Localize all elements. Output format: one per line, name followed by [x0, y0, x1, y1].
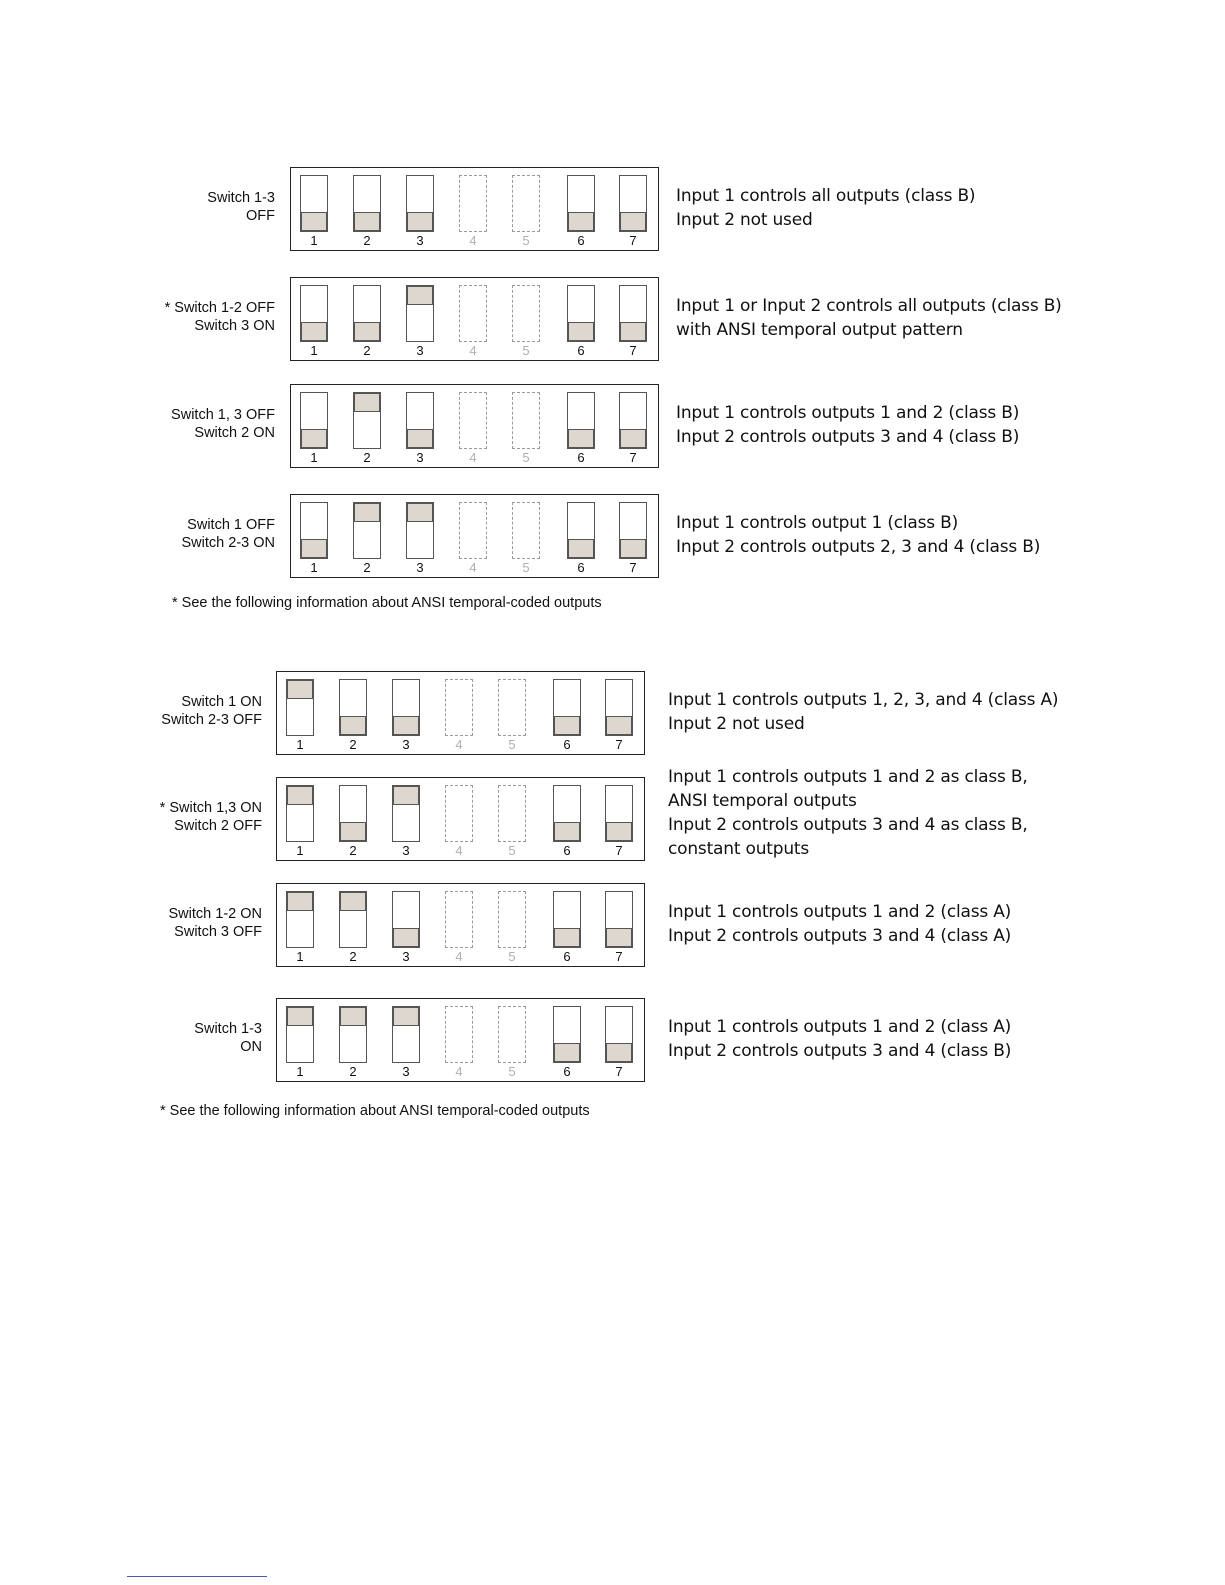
switch-number: 4	[469, 560, 477, 575]
description-line: Input 2 not used	[676, 210, 813, 230]
dip-switch-6	[553, 679, 581, 736]
description-line: Input 2 controls outputs 3 and 4 (class A)	[668, 926, 1012, 946]
setting-description	[668, 765, 1028, 861]
dip-switch-1	[286, 1006, 314, 1063]
switch-number: 1	[296, 843, 304, 858]
setting-description	[668, 900, 1011, 948]
dip-switch-7	[619, 175, 647, 232]
dip-switch-7	[605, 679, 633, 736]
switch-number: 5	[508, 737, 516, 752]
switch-number: 7	[629, 450, 637, 465]
label-line: Switch 1 ON	[181, 694, 262, 710]
label-line: Switch 2 OFF	[174, 818, 262, 834]
switch-number: 2	[349, 843, 357, 858]
switch-number: 2	[363, 343, 371, 358]
dip-switch-1	[300, 502, 328, 559]
dip-switch-block	[290, 167, 659, 251]
switch-knob-off	[620, 212, 646, 231]
setting-description	[668, 1015, 1011, 1063]
switch-number: 3	[416, 560, 424, 575]
label-line: Switch 3 ON	[194, 318, 275, 334]
switch-knob-on	[340, 1007, 366, 1026]
dip-switch-2	[353, 175, 381, 232]
switch-number: 2	[349, 737, 357, 752]
setting-description	[676, 294, 1062, 342]
dip-switch-5	[498, 785, 526, 842]
switch-knob-off	[620, 429, 646, 448]
dip-switch-6	[567, 285, 595, 342]
switch-number: 6	[577, 343, 585, 358]
switch-knob-off	[606, 1043, 632, 1062]
switch-setting-label	[171, 406, 275, 442]
switch-number: 7	[615, 949, 623, 964]
switch-knob-off	[568, 212, 594, 231]
label-line: Switch 3 OFF	[174, 924, 262, 940]
switch-knob-off	[554, 928, 580, 947]
dip-switch-4	[445, 1006, 473, 1063]
dip-switch-4	[445, 679, 473, 736]
dip-switch-3	[392, 1006, 420, 1063]
switch-knob-on	[393, 786, 419, 805]
switch-setting-label	[161, 693, 262, 729]
switch-knob-off	[301, 322, 327, 341]
dip-switch-5	[512, 392, 540, 449]
switch-knob-off	[407, 429, 433, 448]
switch-knob-on	[287, 786, 313, 805]
switch-knob-on	[393, 1007, 419, 1026]
dip-switch-3	[406, 392, 434, 449]
switch-knob-on	[354, 503, 380, 522]
dip-switch-1	[300, 285, 328, 342]
dip-switch-2	[339, 679, 367, 736]
description-line: Input 1 controls outputs 1 and 2 (class A)	[668, 1017, 1012, 1037]
dip-switch-block	[276, 883, 645, 967]
dip-switch-2	[339, 891, 367, 948]
description-line: constant outputs	[668, 839, 810, 859]
switch-number: 2	[363, 233, 371, 248]
switch-number: 5	[508, 843, 516, 858]
description-line: Input 2 controls outputs 3 and 4 (class B)	[676, 427, 1020, 447]
switch-number: 7	[615, 1064, 623, 1079]
description-line: Input 1 controls outputs 1 and 2 (class B)	[676, 403, 1020, 423]
dip-switch-4	[459, 285, 487, 342]
dip-switch-3	[406, 285, 434, 342]
dip-switch-block	[276, 777, 645, 861]
description-line: Input 1 controls output 1 (class B)	[676, 513, 959, 533]
label-line: Switch 1-3	[194, 1021, 262, 1037]
switch-knob-off	[554, 822, 580, 841]
switch-number: 1	[310, 450, 318, 465]
switch-knob-off	[354, 212, 380, 231]
dip-switch-block	[290, 384, 659, 468]
label-line: * Switch 1-2 OFF	[164, 300, 275, 316]
description-line: ANSI temporal outputs	[668, 791, 857, 811]
dip-switch-7	[605, 1006, 633, 1063]
switch-number: 4	[455, 737, 463, 752]
dip-switch-5	[498, 1006, 526, 1063]
switch-number: 6	[563, 737, 571, 752]
dip-switch-6	[553, 785, 581, 842]
switch-number: 7	[629, 233, 637, 248]
switch-knob-off	[393, 716, 419, 735]
label-line: Switch 1 OFF	[187, 517, 275, 533]
switch-knob-off	[407, 212, 433, 231]
dip-switch-3	[406, 502, 434, 559]
switch-number: 4	[469, 233, 477, 248]
switch-knob-off	[301, 429, 327, 448]
switch-number: 2	[363, 560, 371, 575]
description-line: with ANSI temporal output pattern	[676, 320, 963, 340]
switch-knob-off	[340, 716, 366, 735]
switch-knob-on	[340, 892, 366, 911]
switch-number: 1	[310, 343, 318, 358]
switch-number: 5	[508, 949, 516, 964]
switch-knob-on	[287, 1007, 313, 1026]
switch-number: 6	[577, 560, 585, 575]
switch-number: 1	[310, 560, 318, 575]
switch-knob-off	[606, 822, 632, 841]
dip-switch-1	[286, 679, 314, 736]
switch-setting-label	[160, 799, 262, 835]
dip-switch-5	[512, 285, 540, 342]
switch-number: 7	[615, 737, 623, 752]
dip-switch-3	[392, 785, 420, 842]
footnote-section-2: * See the following information about ANSI temporal-coded outputs	[160, 1103, 590, 1119]
dip-switch-3	[392, 891, 420, 948]
switch-number: 1	[296, 1064, 304, 1079]
label-line: ON	[240, 1039, 262, 1055]
switch-knob-off	[554, 1043, 580, 1062]
dip-switch-4	[459, 502, 487, 559]
switch-knob-off	[568, 539, 594, 558]
dip-switch-block	[290, 277, 659, 361]
label-line: * Switch 1,3 ON	[159, 800, 262, 816]
setting-description	[676, 401, 1019, 449]
dip-switch-7	[619, 285, 647, 342]
switch-knob-on	[407, 503, 433, 522]
dip-switch-4	[445, 891, 473, 948]
switch-number: 5	[522, 450, 530, 465]
switch-number: 4	[455, 1064, 463, 1079]
dip-switch-3	[406, 175, 434, 232]
switch-knob-on	[354, 393, 380, 412]
dip-switch-5	[498, 679, 526, 736]
switch-number: 3	[416, 450, 424, 465]
switch-number: 2	[349, 1064, 357, 1079]
switch-knob-off	[606, 928, 632, 947]
switch-number: 3	[402, 1064, 410, 1079]
switch-number: 4	[469, 450, 477, 465]
switch-number: 7	[615, 843, 623, 858]
switch-number: 1	[296, 949, 304, 964]
switch-number: 5	[508, 1064, 516, 1079]
label-line: Switch 1-3	[207, 190, 275, 206]
switch-knob-off	[620, 539, 646, 558]
switch-number: 3	[402, 737, 410, 752]
dip-switch-7	[605, 891, 633, 948]
description-line: Input 2 not used	[668, 714, 805, 734]
switch-number: 6	[577, 450, 585, 465]
switch-setting-label	[165, 299, 275, 335]
dip-switch-4	[445, 785, 473, 842]
switch-number: 4	[455, 843, 463, 858]
switch-number: 4	[469, 343, 477, 358]
label-line: OFF	[246, 208, 275, 224]
switch-number: 6	[563, 949, 571, 964]
switch-knob-on	[287, 680, 313, 699]
switch-number: 3	[416, 343, 424, 358]
dip-switch-3	[392, 679, 420, 736]
setting-description	[676, 511, 1040, 559]
switch-knob-off	[301, 212, 327, 231]
switch-knob-off	[301, 539, 327, 558]
switch-knob-off	[554, 716, 580, 735]
dip-switch-1	[300, 175, 328, 232]
description-line: Input 2 controls outputs 3 and 4 as class B,	[668, 815, 1028, 835]
dip-switch-block	[290, 494, 659, 578]
dip-switch-7	[619, 502, 647, 559]
switch-number: 5	[522, 560, 530, 575]
switch-number: 3	[402, 949, 410, 964]
switch-number: 4	[455, 949, 463, 964]
dip-switch-6	[567, 502, 595, 559]
dip-switch-2	[339, 1006, 367, 1063]
switch-knob-off	[340, 822, 366, 841]
dip-switch-2	[353, 392, 381, 449]
switch-number: 6	[577, 233, 585, 248]
label-line: Switch 1, 3 OFF	[171, 407, 275, 423]
dip-switch-6	[567, 392, 595, 449]
dip-switch-2	[353, 285, 381, 342]
switch-setting-label	[207, 189, 275, 225]
dip-switch-1	[286, 785, 314, 842]
switch-number: 3	[416, 233, 424, 248]
switch-knob-off	[620, 322, 646, 341]
description-line: Input 2 controls outputs 2, 3 and 4 (class B)	[676, 537, 1041, 557]
description-line: Input 1 controls outputs 1, 2, 3, and 4 (class A)	[668, 690, 1059, 710]
label-line: Switch 2-3 OFF	[161, 712, 262, 728]
label-line: Switch 2 ON	[194, 425, 275, 441]
description-line: Input 1 or Input 2 controls all outputs (class B)	[676, 296, 1062, 316]
dip-switch-5	[512, 502, 540, 559]
switch-knob-off	[568, 322, 594, 341]
dip-switch-block	[276, 998, 645, 1082]
dip-switch-7	[619, 392, 647, 449]
switch-number: 6	[563, 1064, 571, 1079]
dip-switch-2	[353, 502, 381, 559]
setting-description	[668, 688, 1058, 736]
switch-knob-off	[354, 322, 380, 341]
switch-setting-label	[169, 905, 262, 941]
description-line: Input 2 controls outputs 3 and 4 (class B)	[668, 1041, 1012, 1061]
switch-number: 5	[522, 343, 530, 358]
footer-rule	[127, 1576, 267, 1577]
dip-switch-6	[553, 1006, 581, 1063]
dip-switch-5	[498, 891, 526, 948]
switch-number: 3	[402, 843, 410, 858]
dip-switch-6	[553, 891, 581, 948]
switch-number: 2	[363, 450, 371, 465]
dip-switch-1	[300, 392, 328, 449]
dip-switch-1	[286, 891, 314, 948]
switch-number: 1	[310, 233, 318, 248]
dip-switch-5	[512, 175, 540, 232]
dip-switch-7	[605, 785, 633, 842]
dip-switch-4	[459, 175, 487, 232]
switch-setting-label	[194, 1020, 262, 1056]
label-line: Switch 2-3 ON	[181, 535, 275, 551]
switch-knob-off	[393, 928, 419, 947]
switch-setting-label	[182, 516, 275, 552]
description-line: Input 1 controls outputs 1 and 2 (class A)	[668, 902, 1012, 922]
switch-knob-on	[407, 286, 433, 305]
switch-number: 1	[296, 737, 304, 752]
switch-number: 5	[522, 233, 530, 248]
switch-knob-off	[568, 429, 594, 448]
switch-knob-on	[287, 892, 313, 911]
description-line: Input 1 controls all outputs (class B)	[676, 186, 976, 206]
dip-switch-block	[276, 671, 645, 755]
description-line: Input 1 controls outputs 1 and 2 as class B,	[668, 767, 1028, 787]
switch-number: 6	[563, 843, 571, 858]
dip-switch-4	[459, 392, 487, 449]
setting-description	[676, 184, 975, 232]
switch-number: 7	[629, 343, 637, 358]
switch-knob-off	[606, 716, 632, 735]
dip-switch-2	[339, 785, 367, 842]
footnote-section-1: * See the following information about ANSI temporal-coded outputs	[172, 595, 602, 611]
dip-switch-6	[567, 175, 595, 232]
switch-number: 7	[629, 560, 637, 575]
label-line: Switch 1-2 ON	[168, 906, 262, 922]
switch-number: 2	[349, 949, 357, 964]
